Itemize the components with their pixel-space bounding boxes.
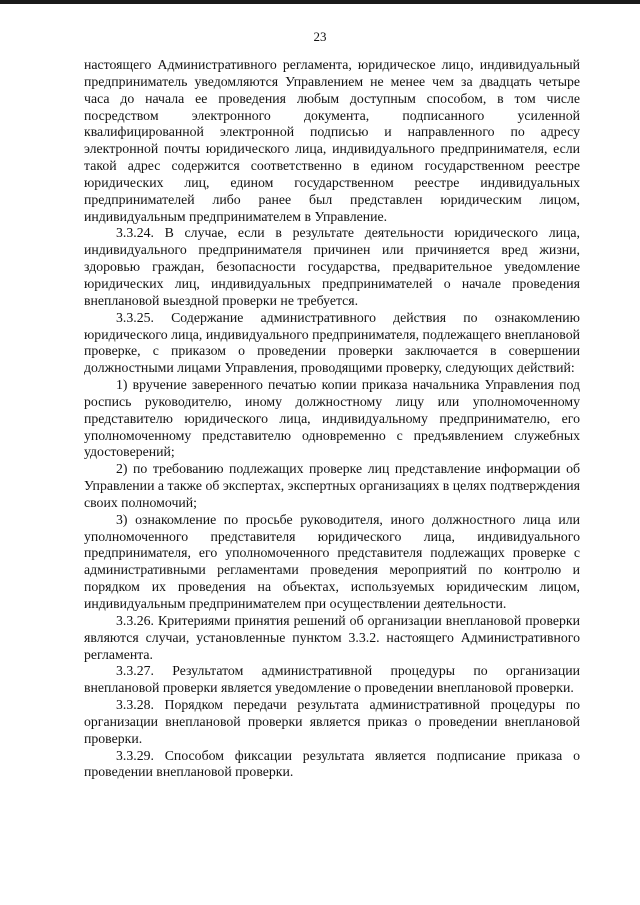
paragraph-3-3-29: 3.3.29. Способом фиксации результата является подписание приказа о проведении внеплановой проверки. (84, 747, 580, 780)
paragraph-3-3-25: 3.3.25. Содержание административного действия по ознакомлению юридического лица, индивидуального предпринимателя, подлежащего внеплановой проверке, с приказом о проведении проверки заключается в совершении должностными лицами Управления, проводящими проверку, следующих действий: (84, 309, 580, 376)
list-item-1: 1) вручение заверенного печатью копии приказа начальника Управления под роспись руководителю, иному должностному лицу или уполномоченному представителю юридического лица, индивидуальному предпринимателю, его уполномоченному представителю одновременно с предъявлением служебных удостоверений; (84, 377, 580, 460)
paragraph-continuation: настоящего Административного регламента, юридическое лицо, индивидуальный предприниматель уведомляются Управлением не менее чем за двадцать четыре часа до начала ее проведения любым доступным способом, в том числе посредством электронного документа, подписанного усиленной квалифицированной электронной подписью и направленного по адресу электронной почты юридического лица, индивидуального предпринимателя, если такой адрес содержится соответственно в едином государственном реестре юридических лиц, едином государственном реестре индивидуальных предпринимателей либо ранее был представлен юридическим лицом, индивидуальным предпринимателем в Управление. (84, 57, 580, 224)
list-item-2: 2) по требованию подлежащих проверке лиц представление информации об Управлении а также об экспертах, экспертных организациях в целях подтверждения своих полномочий; (84, 461, 580, 510)
list-item-3: 3) ознакомление по просьбе руководителя, иного должностного лица или уполномоченного представителя юридического лица, индивидуального предпринимателя, его уполномоченного представителя подлежащих проверке с административными регламентами проведения мероприятий по контролю и порядком их проведения на объектах, используемых юридическим лицом, индивидуальным предпринимателем при осуществлении деятельности. (84, 511, 580, 611)
paragraph-3-3-27: 3.3.27. Результатом административной процедуры по организации внеплановой проверки является уведомление о проведении внеплановой проверки. (84, 663, 580, 696)
page-number: 23 (313, 29, 327, 44)
scan-top-border (0, 0, 640, 4)
paragraph-3-3-24: 3.3.24. В случае, если в результате деятельности юридического лица, индивидуального предпринимателя причинен или причиняется вред жизни, здоровью граждан, безопасности государства, предварительное уведомление юридических лиц, индивидуальных предпринимателей о начале проведения внеплановой выездной проверки не требуется. (84, 225, 580, 308)
paragraph-3-3-26: 3.3.26. Критериями принятия решений об организации внеплановой проверки являются случаи, установленные пунктом 3.3.2. настоящего Административного регламента. (84, 612, 580, 662)
document-body (84, 57, 580, 781)
paragraph-3-3-28: 3.3.28. Порядком передачи результата административной процедуры по организации внеплановой проверки является приказ о проведении внеплановой проверки. (84, 697, 580, 746)
